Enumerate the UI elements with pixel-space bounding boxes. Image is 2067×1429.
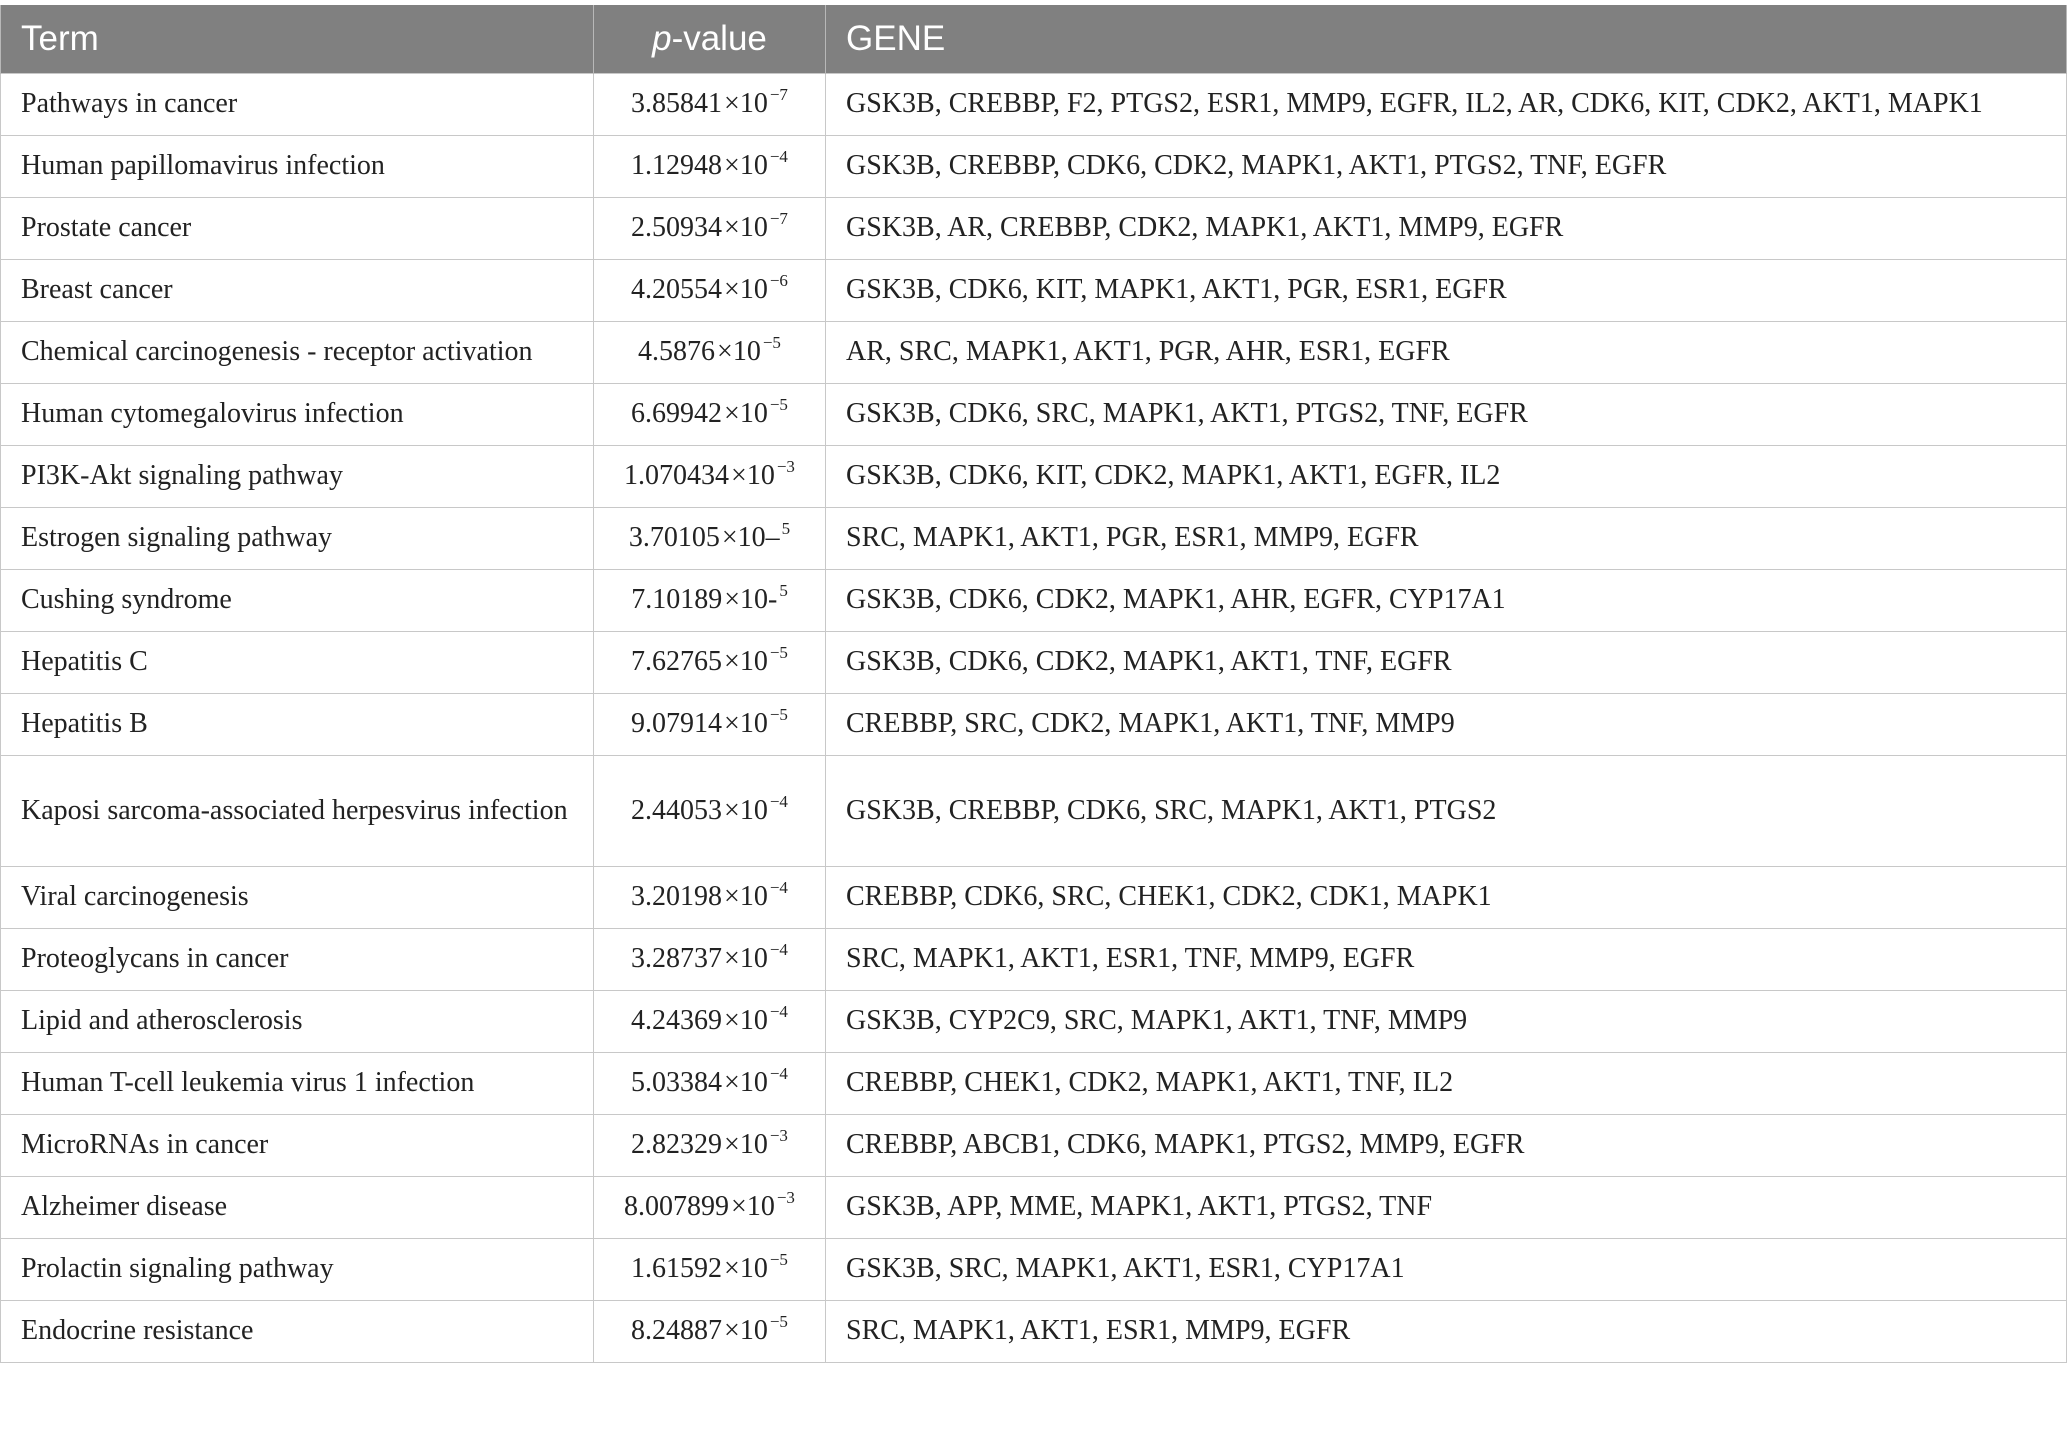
gene-list: GSK3B, CDK6, KIT, MAPK1, AKT1, PGR, ESR1, EGFR <box>846 274 1507 305</box>
gene-list: GSK3B, CREBBP, CDK6, SRC, MAPK1, AKT1, PTGS2 <box>846 794 1497 826</box>
p-mantissa: 2.50934 <box>631 212 723 243</box>
term-text: Kaposi sarcoma-associated herpesvirus infection <box>21 794 568 826</box>
p-separator: ×10 <box>724 1253 768 1284</box>
gene-list: GSK3B, CDK6, KIT, CDK2, MAPK1, AKT1, EGFR, IL2 <box>846 460 1501 491</box>
term-cell <box>1 693 594 755</box>
term-cell <box>1 1114 594 1176</box>
p-mantissa: 3.85841 <box>631 88 723 119</box>
gene-cell <box>826 321 2067 383</box>
table-row <box>1 569 2067 631</box>
table-row <box>1 197 2067 259</box>
p-value-cell <box>594 693 826 755</box>
header-term: Term <box>1 5 594 73</box>
p-mantissa: 4.5876 <box>638 336 716 367</box>
gene-cell <box>826 383 2067 445</box>
gene-list: CREBBP, ABCB1, CDK6, MAPK1, PTGS2, MMP9, EGFR <box>846 1129 1525 1160</box>
p-separator: ×10 <box>724 150 768 181</box>
gene-cell <box>826 135 2067 197</box>
table-row <box>1 866 2067 928</box>
p-exponent: −4 <box>769 147 788 166</box>
p-mantissa: 2.44053 <box>631 794 723 826</box>
term-cell <box>1 507 594 569</box>
p-exponent: −7 <box>769 209 788 228</box>
p-value-cell <box>594 631 826 693</box>
p-mantissa: 1.61592 <box>631 1253 723 1284</box>
p-exponent: −5 <box>769 1312 788 1331</box>
p-exponent: −5 <box>762 333 781 352</box>
gene-list: GSK3B, CYP2C9, SRC, MAPK1, AKT1, TNF, MMP9 <box>846 1005 1468 1036</box>
p-mantissa: 3.20198 <box>631 881 723 912</box>
p-exponent: −4 <box>769 878 788 897</box>
header-gene: GENE <box>826 5 2067 73</box>
p-value-cell <box>594 321 826 383</box>
p-mantissa: 8.007899 <box>624 1191 730 1222</box>
p-value-cell <box>594 445 826 507</box>
gene-cell <box>826 445 2067 507</box>
p-value-cell <box>594 569 826 631</box>
p-separator: ×10 <box>724 943 768 974</box>
gene-list: GSK3B, SRC, MAPK1, AKT1, ESR1, CYP17A1 <box>846 1253 1405 1284</box>
gene-cell <box>826 197 2067 259</box>
p-exponent: −5 <box>769 1250 788 1269</box>
term-cell <box>1 631 594 693</box>
p-value-cell <box>594 383 826 445</box>
gene-list: SRC, MAPK1, AKT1, ESR1, TNF, MMP9, EGFR <box>846 943 1415 974</box>
gene-list: SRC, MAPK1, AKT1, ESR1, MMP9, EGFR <box>846 1315 1351 1346</box>
term-text: Prolactin signaling pathway <box>21 1253 334 1284</box>
term-text: PI3K-Akt signaling pathway <box>21 460 343 491</box>
gene-list: GSK3B, APP, MME, MAPK1, AKT1, PTGS2, TNF <box>846 1191 1433 1222</box>
table-row <box>1 259 2067 321</box>
gene-cell <box>826 569 2067 631</box>
p-value-cell <box>594 1114 826 1176</box>
gene-cell <box>826 755 2067 866</box>
p-separator: ×10 <box>724 1315 768 1346</box>
p-mantissa: 9.07914 <box>631 708 723 739</box>
table-row <box>1 1300 2067 1362</box>
p-separator: ×10 <box>731 1191 775 1222</box>
p-value-cell <box>594 755 826 866</box>
p-separator: ×10 <box>724 274 768 305</box>
gene-list: GSK3B, CREBBP, F2, PTGS2, ESR1, MMP9, EGFR, IL2, AR, CDK6, KIT, CDK2, AKT1, MAPK1 <box>846 88 1983 119</box>
p-separator: ×10 <box>731 460 775 491</box>
table-row <box>1 990 2067 1052</box>
p-mantissa: 3.70105 <box>628 522 720 553</box>
p-exponent: 5 <box>779 581 788 600</box>
p-mantissa: 3.28737 <box>631 943 723 974</box>
gene-list: GSK3B, CDK6, CDK2, MAPK1, AHR, EGFR, CYP17A1 <box>846 584 1506 615</box>
term-text: Hepatitis B <box>21 708 148 739</box>
p-value-cell <box>594 928 826 990</box>
p-separator: ×10 <box>724 881 768 912</box>
p-separator: ×10 <box>724 708 768 739</box>
gene-cell <box>826 1300 2067 1362</box>
gene-list: GSK3B, CDK6, SRC, MAPK1, AKT1, PTGS2, TNF, EGFR <box>846 398 1528 429</box>
table-row <box>1 631 2067 693</box>
gene-cell <box>826 259 2067 321</box>
term-cell <box>1 755 594 866</box>
term-text: Pathways in cancer <box>21 88 238 119</box>
header-p-rest: -value <box>671 18 767 58</box>
term-cell <box>1 1176 594 1238</box>
gene-list: CREBBP, SRC, CDK2, MAPK1, AKT1, TNF, MMP9 <box>846 708 1455 739</box>
term-text: Breast cancer <box>21 274 173 305</box>
p-exponent: −4 <box>769 940 788 959</box>
p-mantissa: 2.82329 <box>631 1129 723 1160</box>
term-text: Lipid and atherosclerosis <box>21 1005 303 1036</box>
table-row <box>1 135 2067 197</box>
gene-cell <box>826 1176 2067 1238</box>
table-row <box>1 445 2067 507</box>
gene-cell <box>826 1052 2067 1114</box>
p-value-cell <box>594 197 826 259</box>
gene-list: CREBBP, CHEK1, CDK2, MAPK1, AKT1, TNF, IL2 <box>846 1067 1454 1098</box>
gene-list: AR, SRC, MAPK1, AKT1, PGR, AHR, ESR1, EGFR <box>846 336 1450 367</box>
term-text: Human T-cell leukemia virus 1 infection <box>21 1067 475 1098</box>
p-exponent: −5 <box>769 395 788 414</box>
header-row <box>1 5 2067 73</box>
p-mantissa: 5.03384 <box>631 1067 723 1098</box>
p-value-cell <box>594 866 826 928</box>
p-separator: ×10- <box>724 584 778 615</box>
header-p-value <box>594 5 826 73</box>
term-text: Viral carcinogenesis <box>21 881 249 912</box>
p-exponent: −3 <box>776 1188 795 1207</box>
term-cell <box>1 928 594 990</box>
table-row <box>1 1238 2067 1300</box>
term-text: Estrogen signaling pathway <box>21 522 333 553</box>
table-row <box>1 1052 2067 1114</box>
term-cell <box>1 569 594 631</box>
p-separator: ×10 <box>724 212 768 243</box>
p-mantissa: 7.10189 <box>631 584 723 615</box>
term-text: Hepatitis C <box>21 646 148 677</box>
gene-cell <box>826 693 2067 755</box>
term-text: Human papillomavirus infection <box>21 150 385 181</box>
table-row <box>1 507 2067 569</box>
p-separator: ×10 <box>724 1067 768 1098</box>
p-exponent: −5 <box>769 643 788 662</box>
term-cell <box>1 383 594 445</box>
p-separator: ×10 <box>724 398 768 429</box>
gene-list: GSK3B, CDK6, CDK2, MAPK1, AKT1, TNF, EGFR <box>846 646 1452 677</box>
term-text: Prostate cancer <box>21 212 192 243</box>
table-row <box>1 755 2067 866</box>
p-separator: ×10 <box>724 1129 768 1160</box>
term-cell <box>1 321 594 383</box>
table-row <box>1 928 2067 990</box>
table-row <box>1 1176 2067 1238</box>
p-exponent: 5 <box>781 519 791 538</box>
term-text: MicroRNAs in cancer <box>21 1129 269 1160</box>
gene-list: GSK3B, CREBBP, CDK6, CDK2, MAPK1, AKT1, PTGS2, TNF, EGFR <box>846 150 1667 181</box>
gene-list: SRC, MAPK1, AKT1, PGR, ESR1, MMP9, EGFR <box>846 522 1419 553</box>
p-separator: ×10– <box>721 522 780 553</box>
term-cell <box>1 73 594 135</box>
p-value-cell <box>594 73 826 135</box>
p-value-cell <box>594 1176 826 1238</box>
term-text: Endocrine resistance <box>21 1315 254 1346</box>
term-text: Proteoglycans in cancer <box>21 943 289 974</box>
p-value-cell <box>594 135 826 197</box>
p-mantissa: 8.24887 <box>631 1315 723 1346</box>
table-row <box>1 383 2067 445</box>
p-exponent: −4 <box>769 1002 788 1021</box>
gene-cell <box>826 1238 2067 1300</box>
p-exponent: −4 <box>769 791 788 811</box>
p-mantissa: 6.69942 <box>631 398 723 429</box>
p-exponent: −5 <box>769 705 788 724</box>
term-cell <box>1 259 594 321</box>
p-separator: ×10 <box>717 336 761 367</box>
kegg-enrichment-table <box>0 5 2067 1363</box>
gene-cell <box>826 990 2067 1052</box>
p-mantissa: 7.62765 <box>631 646 723 677</box>
gene-list: GSK3B, AR, CREBBP, CDK2, MAPK1, AKT1, MMP9, EGFR <box>846 212 1564 243</box>
p-value-cell <box>594 1300 826 1362</box>
gene-cell <box>826 1114 2067 1176</box>
term-cell <box>1 135 594 197</box>
table-body <box>1 73 2067 1362</box>
table-row <box>1 73 2067 135</box>
table-row <box>1 321 2067 383</box>
term-cell <box>1 866 594 928</box>
p-separator: ×10 <box>724 646 768 677</box>
p-exponent: −6 <box>769 271 788 290</box>
p-separator: ×10 <box>724 1005 768 1036</box>
p-value-cell <box>594 507 826 569</box>
p-mantissa: 4.20554 <box>631 274 723 305</box>
gene-cell <box>826 631 2067 693</box>
term-text: Chemical carcinogenesis - receptor activation <box>21 336 533 367</box>
term-cell <box>1 1300 594 1362</box>
gene-cell <box>826 507 2067 569</box>
p-exponent: −3 <box>769 1126 788 1145</box>
term-text: Alzheimer disease <box>21 1191 228 1222</box>
gene-cell <box>826 928 2067 990</box>
p-value-cell <box>594 1052 826 1114</box>
term-text: Cushing syndrome <box>21 584 232 615</box>
gene-list: CREBBP, CDK6, SRC, CHEK1, CDK2, CDK1, MAPK1 <box>846 881 1492 912</box>
term-cell <box>1 1238 594 1300</box>
p-mantissa: 4.24369 <box>631 1005 723 1036</box>
table-row <box>1 1114 2067 1176</box>
p-separator: ×10 <box>724 794 768 826</box>
term-text: Human cytomegalovirus infection <box>21 398 404 429</box>
header-p-italic: p <box>652 18 672 58</box>
p-mantissa: 1.12948 <box>631 150 723 181</box>
gene-cell <box>826 73 2067 135</box>
p-separator: ×10 <box>724 88 768 119</box>
term-cell <box>1 445 594 507</box>
table-header <box>1 5 2067 73</box>
table-row <box>1 693 2067 755</box>
p-value-cell <box>594 990 826 1052</box>
p-value-cell <box>594 1238 826 1300</box>
p-value-cell <box>594 259 826 321</box>
p-mantissa: 1.070434 <box>624 460 730 491</box>
term-cell <box>1 197 594 259</box>
term-cell <box>1 990 594 1052</box>
term-cell <box>1 1052 594 1114</box>
p-exponent: −7 <box>769 85 788 104</box>
p-exponent: −4 <box>769 1064 788 1083</box>
p-exponent: −3 <box>776 457 795 476</box>
gene-cell <box>826 866 2067 928</box>
